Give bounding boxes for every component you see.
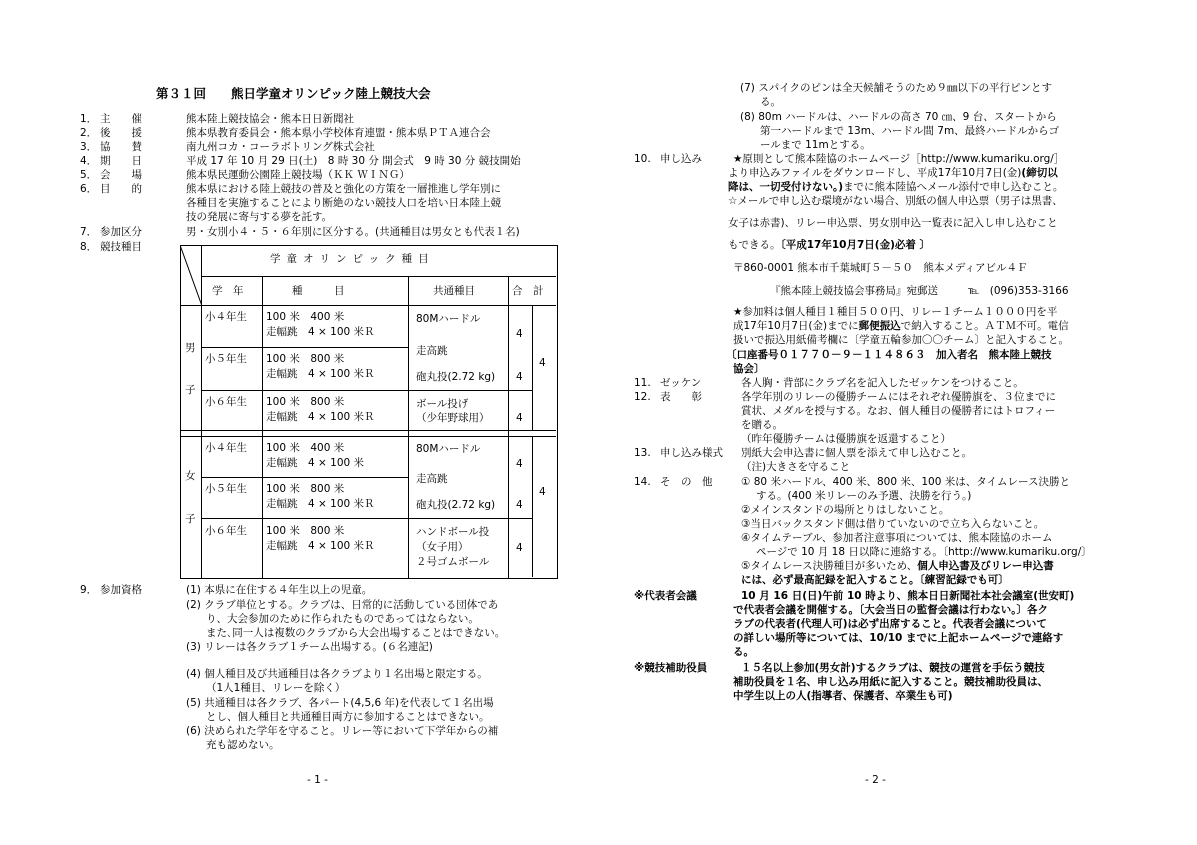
girls-row-1-common: 80Mハードル <box>416 443 481 455</box>
boys-row-3-event-2: 走幅跳 4 × 100 米Ｒ <box>266 411 375 423</box>
section-10-line-2a: より申込みファイルをダウンロードし、平成17年10月7日(金) <box>728 167 1022 179</box>
girls-row-1-event-2: 走幅跳 4 × 100 米 <box>266 457 365 469</box>
boys-total: 4 <box>539 357 546 369</box>
section-12-line-4: （昨年優勝チームは優勝旗を返還すること） <box>741 433 951 445</box>
header-event: 種 目 <box>292 285 345 297</box>
boys-row-2-event-2: 走幅跳 4 × 100 米Ｒ <box>266 368 375 380</box>
girls-row-3-common-3: ２号ゴムボール <box>416 556 490 568</box>
helper-line-1: １５名以上参加(男女計)するクラブは、競技の運営を手伝う競技 <box>741 662 1045 674</box>
item-4-number: 4． <box>80 155 98 167</box>
item-9-line-1: (1) 本県に在住する４年生以上の児童。 <box>186 584 373 596</box>
section-14-line-1: ① 80 米ハードル、400 米、800 米、100 米は、タイムレース決勝と <box>741 476 1071 488</box>
girls-label-top: 女 <box>185 470 196 482</box>
girls-row-2-event-1: 100 米 800 米 <box>266 483 345 495</box>
section-10-number: 10. <box>634 153 651 165</box>
item-9-line-8: (5) 共通種目は各クラブ、各パート(4,5,6 年)を代表して１名出場 <box>186 697 494 709</box>
item-1-number: 1． <box>80 113 98 125</box>
header-total: 合 計 <box>512 285 544 297</box>
boys-row-3-common-1: ボール投げ <box>416 398 469 410</box>
section-14-line-3: ②メインスタンドの場所とりはしないこと。 <box>741 504 950 516</box>
girls-label-bottom: 子 <box>185 513 196 525</box>
item-6-number: 6． <box>80 183 98 195</box>
section-10-line-3b: までに熊本陸協へメール添付で申し込むこと。 <box>843 181 1064 193</box>
section-10-office: 『熊本陸上競技協会事務局』宛郵送 <box>770 285 938 297</box>
section-10-address: 〒860-0001 熊本市千葉城町５－５０ 熊本メディアビル４Ｆ <box>733 262 1028 274</box>
section-10-line-3 <box>728 181 1063 194</box>
section-10-tel: ℡ (096)353-3166 <box>968 285 1069 297</box>
boys-row-2-common-2: 砲丸投(2.72 kg) <box>416 371 496 383</box>
item-9-line-10: (6) 決められた学年を守ること。リレー等において下学年からの補 <box>186 725 499 737</box>
item-9-line-9: とし、個人種目と共通種目両方に参加することはできない。 <box>206 711 490 723</box>
item-8-hurdle-line-2: 第一ハードルまで 13m、ハードル間 7m、最終ハードルからゴ <box>760 125 1060 137</box>
girls-total: 4 <box>539 486 546 498</box>
item-9-line-2: (2) クラブ単位とする。クラブは、日常的に活動している団体であ <box>186 599 499 611</box>
section-13-number: 13. <box>634 447 651 459</box>
item-9-line-11: 充も認めない。 <box>206 739 280 751</box>
section-12-label: 表 彰 <box>660 391 702 403</box>
item-9-line-4: また､同一人は複数のクラブから大会出場することはできない。 <box>206 627 506 639</box>
section-14-line-2: する。(400 米リレーのみ予選、決勝を行う。) <box>756 490 972 502</box>
item-8-hurdle-line-1: (8) 80m ハードルは、ハードルの高さ 70 ㎝、9 台、スタートから <box>740 111 1057 123</box>
item-2-label: 後 援 <box>100 127 142 139</box>
section-14-label: そ の 他 <box>660 476 713 488</box>
item-9-line-7: （1人1種目、リレーを除く） <box>206 682 346 694</box>
header-common: 共通種目 <box>433 285 475 297</box>
item-9-line-6: (4) 個人種目及び共通種目は各クラブより１名出場と限定する。 <box>186 668 488 680</box>
girls-row-2-event-2: 走幅跳 4 × 100 米Ｒ <box>266 498 375 510</box>
item-9-number: 9． <box>80 584 98 596</box>
item-2-value: 熊本県教育委員会・熊本県小学校体育連盟・熊本県ＰＴＡ連合会 <box>186 127 491 139</box>
item-7-value: 男・女別小４・５・６年別に区分する。(共通種目は男女とも代表１名) <box>186 226 520 238</box>
section-10-line-3a: 降は、一切受付けない。) <box>728 181 844 193</box>
boys-row-1-event-2: 走幅跳 4 × 100 米Ｒ <box>266 326 375 338</box>
item-9-label: 参加資格 <box>100 584 142 596</box>
girls-row-3-grade: 小６年生 <box>205 525 247 537</box>
section-14-line-4: ③当日バックスタンド側は借りていないので立ち入らないこと。 <box>741 518 1045 530</box>
girls-row-1-event-1: 100 米 400 米 <box>266 442 345 454</box>
girls-row-2-count: 4 <box>516 499 523 511</box>
document-title: 第３１回 熊日学童オリンピック陸上競技大会 <box>156 86 431 101</box>
item-1-label: 主 催 <box>100 113 142 125</box>
section-11-label: ゼッケン <box>660 377 702 389</box>
table-title: 学童オリンピック種目 <box>270 253 435 265</box>
page-number-right: - 2 - <box>865 774 886 786</box>
rep-meeting-line-3: ラブの代表者(代理人可)は必ず出席すること。代表者会議について <box>733 618 1047 630</box>
section-10-line-4: ☆メールで申し込む環境がない場合、別紙の個人申込票（男子は黒書、 <box>728 195 1063 207</box>
boys-row-1-event-1: 100 米 400 米 <box>266 311 345 323</box>
section-10-fee-line-2c: で納入すること。ＡＴＭ不可。電信 <box>900 320 1069 332</box>
rep-meeting-line-4: の詳しい場所等については、10/10 までに上記ホームページで連絡す <box>733 632 1064 644</box>
section-12-line-2: 賞状、メダルを授与する。なお、個人種目の優勝者にはトロフィー <box>741 405 1056 417</box>
item-9-line-5: (3) リレーは各クラブ１チーム出場する。(６名連記) <box>186 641 433 653</box>
section-10-line-6 <box>728 239 930 252</box>
item-8-hurdle-line-3: ールまで 11mとする。 <box>760 139 871 151</box>
rep-meeting-label: ※代表者会議 <box>634 590 697 602</box>
section-11-text: 各人胸・背部にクラブ名を記入したゼッケンをつけること。 <box>741 377 1024 389</box>
section-10-fee-line-1: ★参加料は個人種目１種目５００円、リレー１チーム１０００円を平 <box>733 306 1058 318</box>
girls-row-3-event-2: 走幅跳 4 × 100 米Ｒ <box>266 540 375 552</box>
item-6-value-line-2: 各種目を実施することにより断絶のない競技人口を培い日本陸上競 <box>186 197 501 209</box>
rep-meeting-line-5: る。 <box>733 646 754 658</box>
girls-row-3-event-1: 100 米 800 米 <box>266 525 345 537</box>
girls-row-2-common: 走高跳 <box>416 473 448 485</box>
item-6-value-line-1: 熊本県における陸上競技の普及と強化の方策を一層推進し学年別に <box>186 183 501 195</box>
section-14-line-5: ④タイムテーブル、参加者注意事項については、熊本陸協のホーム <box>741 532 1053 544</box>
item-3-number: 3． <box>80 141 98 153</box>
section-10-line-6a: もできる。 <box>728 239 781 251</box>
girls-row-3-common-2: （女子用） <box>416 541 469 553</box>
item-8-number: 8． <box>80 241 98 253</box>
item-4-label: 期 日 <box>100 155 142 167</box>
section-12-line-3: を贈る。 <box>741 419 783 431</box>
section-10-fee-line-2a: 成17年10月7日(金)までに <box>733 320 859 332</box>
section-13-text: 別紙大会申込書に個人票を添えて申し込むこと。 <box>741 447 972 459</box>
boys-label-top: 男 <box>185 342 196 354</box>
item-7-number: 7． <box>80 226 98 238</box>
item-7-spike-line-2: る。 <box>760 96 781 108</box>
girls-row-3-common-1: ハンドボール投 <box>416 526 490 538</box>
section-14-line-7 <box>741 560 1054 573</box>
item-4-value: 平成 17 年 10 月 29 日(土) 8 時 30 分 開会式 9 時 30 分 競技開始 <box>186 155 521 167</box>
section-14-line-6: ページで 10 月 18 日以降に連絡する。〔http://www.kumariku.org/〕 <box>756 546 1092 558</box>
section-10-label: 申し込み <box>660 153 702 165</box>
section-13-note: （注)大きさを守ること <box>741 461 851 473</box>
section-10-fee-line-2b: 郵便振込 <box>858 320 901 332</box>
boys-row-3-common-2: （少年野球用） <box>416 412 490 424</box>
section-12-number: 12. <box>634 391 651 403</box>
item-1-value: 熊本陸上競技協会・熊本日日新聞社 <box>186 113 354 125</box>
section-10-line-6b: 〔平成17年10月7日(金)必着 〕 <box>780 239 931 251</box>
section-14-number: 14. <box>634 476 651 488</box>
item-5-number: 5． <box>80 169 98 181</box>
boys-row-2-grade: 小５年生 <box>205 353 247 365</box>
item-3-label: 協 賛 <box>100 141 142 153</box>
boys-row-1-count: 4 <box>516 328 523 340</box>
item-8-label: 競技種目 <box>100 241 142 253</box>
girls-row-1-count: 4 <box>516 458 523 470</box>
item-3-value: 南九州コカ・コーラボトリング株式会社 <box>186 141 375 153</box>
girls-row-1-grade: 小４年生 <box>205 442 247 454</box>
section-10-account-line-1: 〔口座番号０１７７０－９－１１４８６３ 加入者名 熊本陸上競技 <box>726 349 1052 361</box>
girls-row-3-count: 4 <box>516 542 523 554</box>
item-5-value: 熊本県民運動公園陸上競技場（ＫＫ ＷＩＮＧ） <box>186 169 410 181</box>
section-12-line-1: 各学年別のリレーの優勝チームにはそれぞれ優勝旗を、３位までに <box>741 391 1056 403</box>
helper-line-3: 中学生以上の人(指導者、保護者、卒業生も可) <box>733 690 953 702</box>
page-number-left: - 1 - <box>307 774 328 786</box>
boys-row-1-grade: 小４年生 <box>205 311 247 323</box>
section-10-line-5: 女子は赤書)、リレー申込票、男女別申込一覧表に記入し申し込むこと <box>728 217 1058 229</box>
boys-label-bottom: 子 <box>185 384 196 396</box>
helper-label: ※競技補助役員 <box>634 662 708 674</box>
item-6-label: 目 的 <box>100 183 142 195</box>
section-14-line-7a: ⑤タイムレース決勝種目が多いため、 <box>741 560 918 572</box>
item-2-number: 2． <box>80 127 98 139</box>
section-10-line-2b: (締切以 <box>1021 167 1058 179</box>
table-diagonal <box>180 245 202 306</box>
item-6-value-line-3: 技の発展に寄与する夢を託す。 <box>186 211 333 223</box>
header-grade: 学 年 <box>212 285 244 297</box>
item-9-line-3: り、大会参加のために作られたものであってはならない。 <box>206 613 479 625</box>
item-5-label: 会 場 <box>100 169 142 181</box>
boys-row-2-common: 走高跳 <box>416 345 448 357</box>
rep-meeting-line-1: 10 月 16 日(日)午前 10 時より、熊本日日新聞社本社会議室(世安町) <box>741 590 1075 602</box>
boys-row-3-count: 4 <box>516 412 523 424</box>
section-10-line-1: ★原則として熊本陸協のホームページ［http://www.kumariku.org/］ <box>733 153 1065 165</box>
girls-row-2-grade: 小５年生 <box>205 483 247 495</box>
section-10-fee-line-3: 扱いで振込用紙備考欄に〔学童五輪参加〇〇チーム〕と記入すること。 <box>733 334 1069 346</box>
section-13-label: 申し込み様式 <box>660 447 723 459</box>
section-10-line-2 <box>728 167 1058 180</box>
section-11-number: 11. <box>634 377 651 389</box>
boys-row-3-grade: 小６年生 <box>205 396 247 408</box>
item-7-label: 参加区分 <box>100 226 142 238</box>
boys-row-1-common: 80Mハードル <box>416 313 481 325</box>
girls-row-2-common-2: 砲丸投(2.72 kg) <box>416 499 496 511</box>
boys-row-3-event-1: 100 米 800 米 <box>266 396 345 408</box>
section-14-line-8: には、必ず最高記録を記入すること。〔練習記録でも可〕 <box>741 574 1009 586</box>
section-14-line-7b: 個人申込書及びリレー申込書 <box>917 560 1054 572</box>
section-10-account-line-2: 協会〕 <box>733 363 765 375</box>
rep-meeting-line-2: で代表者会議を開催する。〔大会当日の監督会議は行わない。〕各ク <box>733 604 1048 616</box>
section-10-fee-line-2 <box>733 320 1069 333</box>
boys-row-2-count: 4 <box>516 371 523 383</box>
helper-line-2: 補助役員を１名、申し込み用紙に記入すること。競技補助役員は、 <box>733 676 1048 688</box>
boys-row-2-event-1: 100 米 800 米 <box>266 353 345 365</box>
item-7-spike-line-1: (7) スパイクのピンは全天候舗そうのため９㎜以下の平行ピンとす <box>740 82 1052 94</box>
